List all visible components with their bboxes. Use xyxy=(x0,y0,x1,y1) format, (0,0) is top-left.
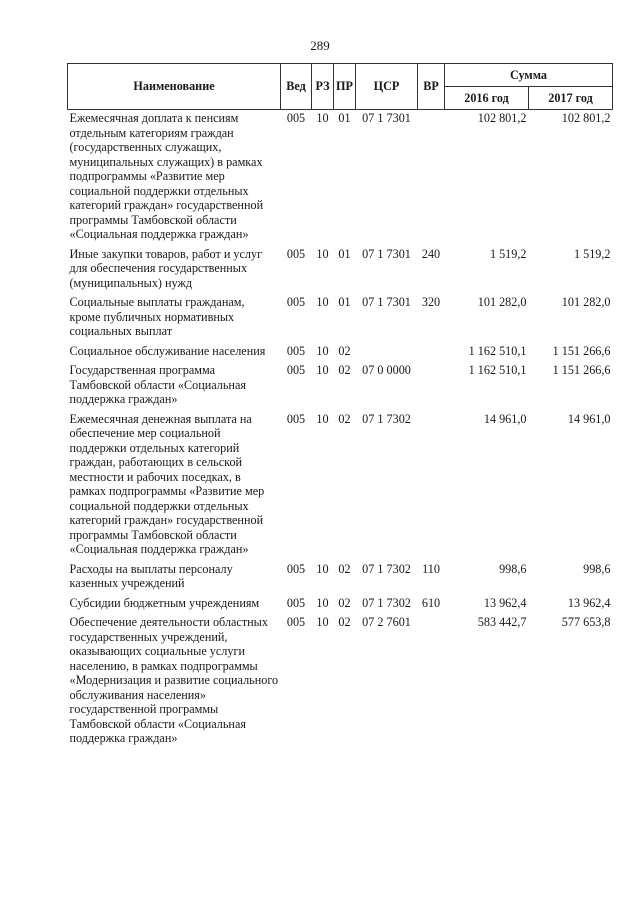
cell-rz: 10 xyxy=(316,246,329,261)
cell-csr: 07 1 7302 xyxy=(362,595,411,610)
page-number: 289 xyxy=(310,38,330,53)
cell-csr: 07 2 7601 xyxy=(362,615,411,629)
cell-vr xyxy=(418,411,445,561)
cell-pr: 02 xyxy=(338,595,351,610)
header-sum: Сумма xyxy=(445,64,613,87)
cell-pr: 02 xyxy=(338,615,351,629)
cell-rz: 10 xyxy=(316,363,329,377)
cell-vr xyxy=(418,343,445,363)
cell-sum-2016: 998,6 xyxy=(499,561,527,576)
cell-ved: 005 xyxy=(286,411,306,426)
cell-rz: 10 xyxy=(316,295,329,309)
header-pr: ПР xyxy=(334,64,356,110)
table-row xyxy=(68,595,613,615)
cell-name: Социальное обслуживание населения xyxy=(69,343,266,358)
table-row xyxy=(68,411,613,561)
cell-pr: 01 xyxy=(338,111,351,125)
cell-sum-2017: 102 801,2 xyxy=(561,111,611,125)
table-row xyxy=(68,294,613,343)
cell-pr: 02 xyxy=(338,561,351,576)
header-rz: РЗ xyxy=(312,64,334,110)
cell-sum-2016: 102 801,2 xyxy=(477,111,527,125)
cell-csr: 07 1 7301 xyxy=(362,295,411,309)
cell-sum-2017: 13 962,4 xyxy=(567,595,611,610)
cell-sum-2016: 1 162 510,1 xyxy=(468,363,527,377)
cell-ved: 005 xyxy=(286,295,306,309)
cell-name: Обеспечение деятельности областных государственных учреждений, оказывающих социальные услуги населению, в рамках подпрограммы «Модернизация и развитие социального обслуживания населения» государственной программы Тамбовской области «Социальная поддержка граждан» xyxy=(69,615,279,745)
cell-vr xyxy=(418,110,445,246)
cell-ved: 005 xyxy=(286,343,306,358)
cell-rz: 10 xyxy=(316,411,329,426)
header-name: Наименование xyxy=(68,64,281,110)
cell-sum-2016: 13 962,4 xyxy=(483,595,527,610)
cell-sum-2016: 1 519,2 xyxy=(489,246,527,261)
cell-name: Субсидии бюджетным учреждениям xyxy=(69,595,260,610)
cell-csr: 07 1 7301 xyxy=(362,246,411,261)
cell-csr: 07 1 7302 xyxy=(362,411,411,426)
cell-name: Ежемесячная денежная выплата на обеспечение мер социальной поддержки отдельных категорий граждан, работающих в сельской местности и рабочих поседках, в рамках подпрограммы «Развитие мер социальной поддержки отдельных категорий граждан» государственной программы Тамбовской области «Социальная поддержка граждан» xyxy=(69,411,265,556)
cell-sum-2017: 101 282,0 xyxy=(561,295,611,309)
cell-name: Иные закупки товаров, работ и услуг для обеспечения государственных (муниципальных) нужд xyxy=(69,246,263,290)
cell-rz: 10 xyxy=(316,111,329,125)
cell-ved: 005 xyxy=(286,615,306,629)
cell-pr: 02 xyxy=(338,411,351,426)
cell-csr: 07 0 0000 xyxy=(362,363,411,377)
cell-sum-2016: 14 961,0 xyxy=(483,411,527,426)
header-2017: 2017 год xyxy=(529,87,613,110)
cell-name: Расходы на выплаты персоналу казенных учреждений xyxy=(69,561,233,590)
cell-sum-2017: 577 653,8 xyxy=(561,615,611,629)
table-row xyxy=(68,561,613,595)
table-row xyxy=(68,362,613,411)
cell-rz: 10 xyxy=(316,343,329,358)
cell-sum-2017: 1 519,2 xyxy=(573,246,611,261)
cell-rz: 10 xyxy=(316,561,329,576)
header-ved: Вед xyxy=(281,64,312,110)
cell-sum-2016: 101 282,0 xyxy=(477,295,527,309)
cell-csr: 07 1 7302 xyxy=(362,561,411,576)
cell-ved: 005 xyxy=(286,595,306,610)
cell-ved: 005 xyxy=(286,561,306,576)
cell-sum-2016: 583 442,7 xyxy=(477,615,527,629)
table-row xyxy=(68,614,613,750)
cell-vr xyxy=(418,614,445,750)
table-row xyxy=(68,343,613,363)
cell-vr: 320 xyxy=(421,295,441,309)
table-body xyxy=(68,110,613,750)
table-row xyxy=(68,110,613,246)
cell-sum-2017: 1 151 266,6 xyxy=(552,343,611,358)
cell-pr: 01 xyxy=(338,295,351,309)
cell-rz: 10 xyxy=(316,595,329,610)
table-row xyxy=(68,246,613,295)
budget-table xyxy=(67,63,613,750)
cell-name: Государственная программа Тамбовской области «Социальная поддержка граждан» xyxy=(69,363,246,406)
cell-name: Ежемесячная доплата к пенсиям отдельным категориям граждан (государственных служащих, муниципальных служащих) в рамках подпрограммы «Развитие мер социальной поддержки отдельных категорий граждан» государственной программы Тамбовской области «Социальная поддержка граждан» xyxy=(69,111,264,241)
header-2016: 2016 год xyxy=(445,87,529,110)
cell-pr: 02 xyxy=(338,363,351,377)
cell-sum-2017: 1 151 266,6 xyxy=(552,363,611,377)
cell-vr: 240 xyxy=(421,246,441,261)
cell-sum-2016: 1 162 510,1 xyxy=(468,343,527,358)
cell-vr: 610 xyxy=(421,595,441,610)
cell-vr xyxy=(418,362,445,411)
cell-ved: 005 xyxy=(286,363,306,377)
cell-vr: 110 xyxy=(422,561,440,576)
cell-pr: 02 xyxy=(338,343,351,358)
cell-sum-2017: 998,6 xyxy=(583,561,611,576)
header-csr: ЦСР xyxy=(356,64,418,110)
cell-csr xyxy=(356,343,418,363)
cell-name: Социальные выплаты гражданам, кроме публичных нормативных социальных выплат xyxy=(69,295,245,338)
header-vr: ВР xyxy=(418,64,445,110)
cell-pr: 01 xyxy=(338,246,351,261)
cell-csr: 07 1 7301 xyxy=(362,111,411,125)
cell-sum-2017: 14 961,0 xyxy=(567,411,611,426)
cell-rz: 10 xyxy=(316,615,329,629)
cell-ved: 005 xyxy=(286,246,306,261)
cell-ved: 005 xyxy=(286,111,306,125)
